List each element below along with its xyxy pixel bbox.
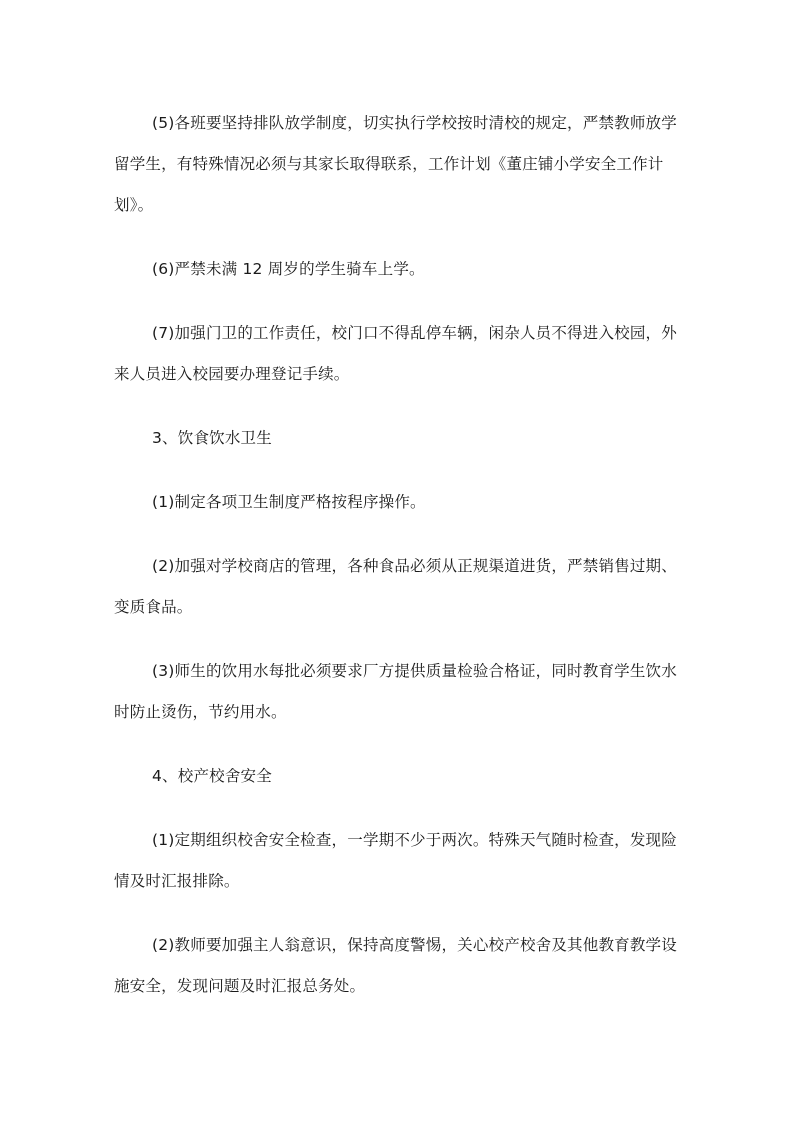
paragraph-gap — [114, 395, 680, 418]
paragraph-5-dismissal: (5)各班要坚持排队放学制度，切实执行学校按时清校的规定，严禁教师放学留学生，有特殊情况必须与其家长取得联系，工作计划《董庄铺小学安全工作计划》。 — [114, 114, 677, 214]
paragraph-gap — [114, 523, 680, 546]
section-heading-property-buildings: 4、校产校舍安全 — [152, 767, 272, 785]
paragraph-gap — [114, 226, 680, 249]
paragraph-gap — [114, 628, 680, 651]
paragraph-gap — [114, 459, 680, 482]
paragraph-3-drinking-water: (3)师生的饮用水每批必须要求厂方提供质量检验合格证，同时教育学生饮水时防止烫伤，节约用水。 — [114, 662, 677, 721]
paragraph-2-school-shop: (2)加强对学校商店的管理，各种食品必须从正规渠道进货，严禁销售过期、变质食品。 — [114, 557, 677, 616]
paragraph-2-teacher-vigilance: (2)教师要加强主人翁意识，保持高度警惕，关心校产校舍及其他教育教学设施安全，发现问题及时汇报总务处。 — [114, 936, 677, 995]
paragraph-gap — [114, 733, 680, 756]
document-body — [114, 103, 680, 1007]
paragraph-gap — [114, 797, 680, 820]
paragraph-1-building-inspection: (1)定期组织校舍安全检查，一学期不少于两次。特殊天气随时检查，发现险情及时汇报排除。 — [114, 831, 677, 890]
section-heading-food-water: 3、饮食饮水卫生 — [152, 429, 272, 447]
paragraph-6-cycling: (6)严禁未满 12 周岁的学生骑车上学。 — [152, 260, 425, 278]
paragraph-gap — [114, 290, 680, 313]
paragraph-7-gatekeeper: (7)加强门卫的工作责任，校门口不得乱停车辆，闲杂人员不得进入校园，外来人员进入校园要办理登记手续。 — [114, 324, 677, 383]
paragraph-1-hygiene-rules: (1)制定各项卫生制度严格按程序操作。 — [152, 493, 426, 511]
paragraph-gap — [114, 902, 680, 925]
